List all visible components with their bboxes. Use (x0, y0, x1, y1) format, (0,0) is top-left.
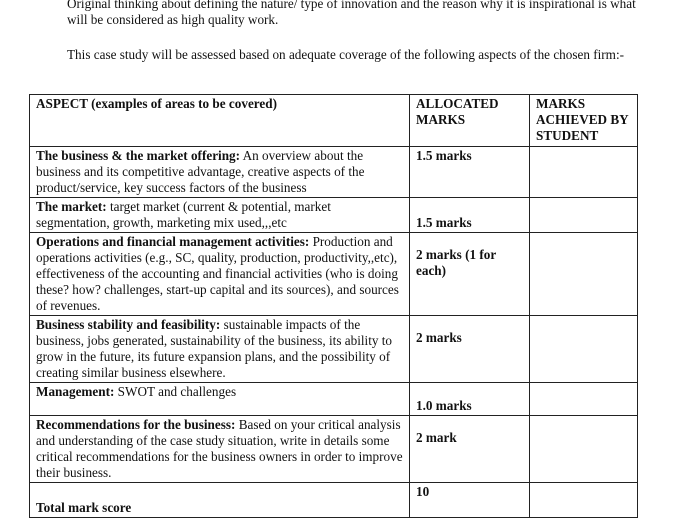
table-row (30, 233, 638, 316)
intro-paragraph-assessment: This case study will be assessed based on adequate coverage of the following aspects of the chosen firm:- (67, 47, 624, 62)
assessment-table (29, 94, 638, 518)
table-total-row (30, 483, 638, 518)
aspect-cell: Recommendations for the business: Based on your critical analysis and understanding of the case study situation, write in details some critical recommendations for the business owners in order to improve their business. (30, 416, 410, 483)
intro-paragraph-quality: Original thinking about defining the nature/ type of innovation and the reason why it is inspirational is what will be considered as high quality work. (67, 0, 636, 27)
total-student-marks-cell[interactable] (530, 483, 638, 518)
allocated-marks-cell: 2 marks (410, 316, 530, 383)
aspect-cell: The business & the market offering: An overview about the business and its competitive advantage, creative aspects of the product/service, key success factors of the business (30, 147, 410, 198)
aspect-cell: Management: SWOT and challenges (30, 383, 410, 416)
aspect-cell: Operations and financial management activities: Production and operations activities (e.g., SC, quality, production, productivity,,etc), effectiveness of the accounting and financial activities (who is doing these? how? challenges, start-up capital and its sources), and sources of revenues. (30, 233, 410, 316)
total-label-cell: Total mark score (30, 483, 410, 518)
student-marks-cell[interactable] (530, 383, 638, 416)
table-row (30, 198, 638, 233)
allocated-marks-cell: 2 mark (410, 416, 530, 483)
table-row (30, 147, 638, 198)
student-marks-cell[interactable] (530, 198, 638, 233)
aspect-cell: The market: target market (current & potential, market segmentation, growth, marketing mix used,,,etc (30, 198, 410, 233)
student-marks-cell[interactable] (530, 316, 638, 383)
header-aspect: ASPECT (examples of areas to be covered) (30, 95, 410, 147)
aspect-cell: Business stability and feasibility: sustainable impacts of the business, jobs generated, sustainability of the business, its ability to grow in the future, its future expansion plans, and the possibility of creating similar business elsewhere. (30, 316, 410, 383)
table-row (30, 416, 638, 483)
student-marks-cell[interactable] (530, 233, 638, 316)
allocated-marks-cell: 1.0 marks (410, 383, 530, 416)
table-header-row (30, 95, 638, 147)
allocated-marks-cell: 2 marks (1 for each) (410, 233, 530, 316)
table-row (30, 383, 638, 416)
student-marks-cell[interactable] (530, 416, 638, 483)
allocated-marks-cell: 1.5 marks (410, 147, 530, 198)
allocated-marks-cell: 1.5 marks (410, 198, 530, 233)
header-marks-achieved: MARKS ACHIEVED BY STUDENT (530, 95, 638, 147)
header-allocated-marks: ALLOCATED MARKS (410, 95, 530, 147)
student-marks-cell[interactable] (530, 147, 638, 198)
total-marks-cell: 10 (410, 483, 530, 518)
table-row (30, 316, 638, 383)
